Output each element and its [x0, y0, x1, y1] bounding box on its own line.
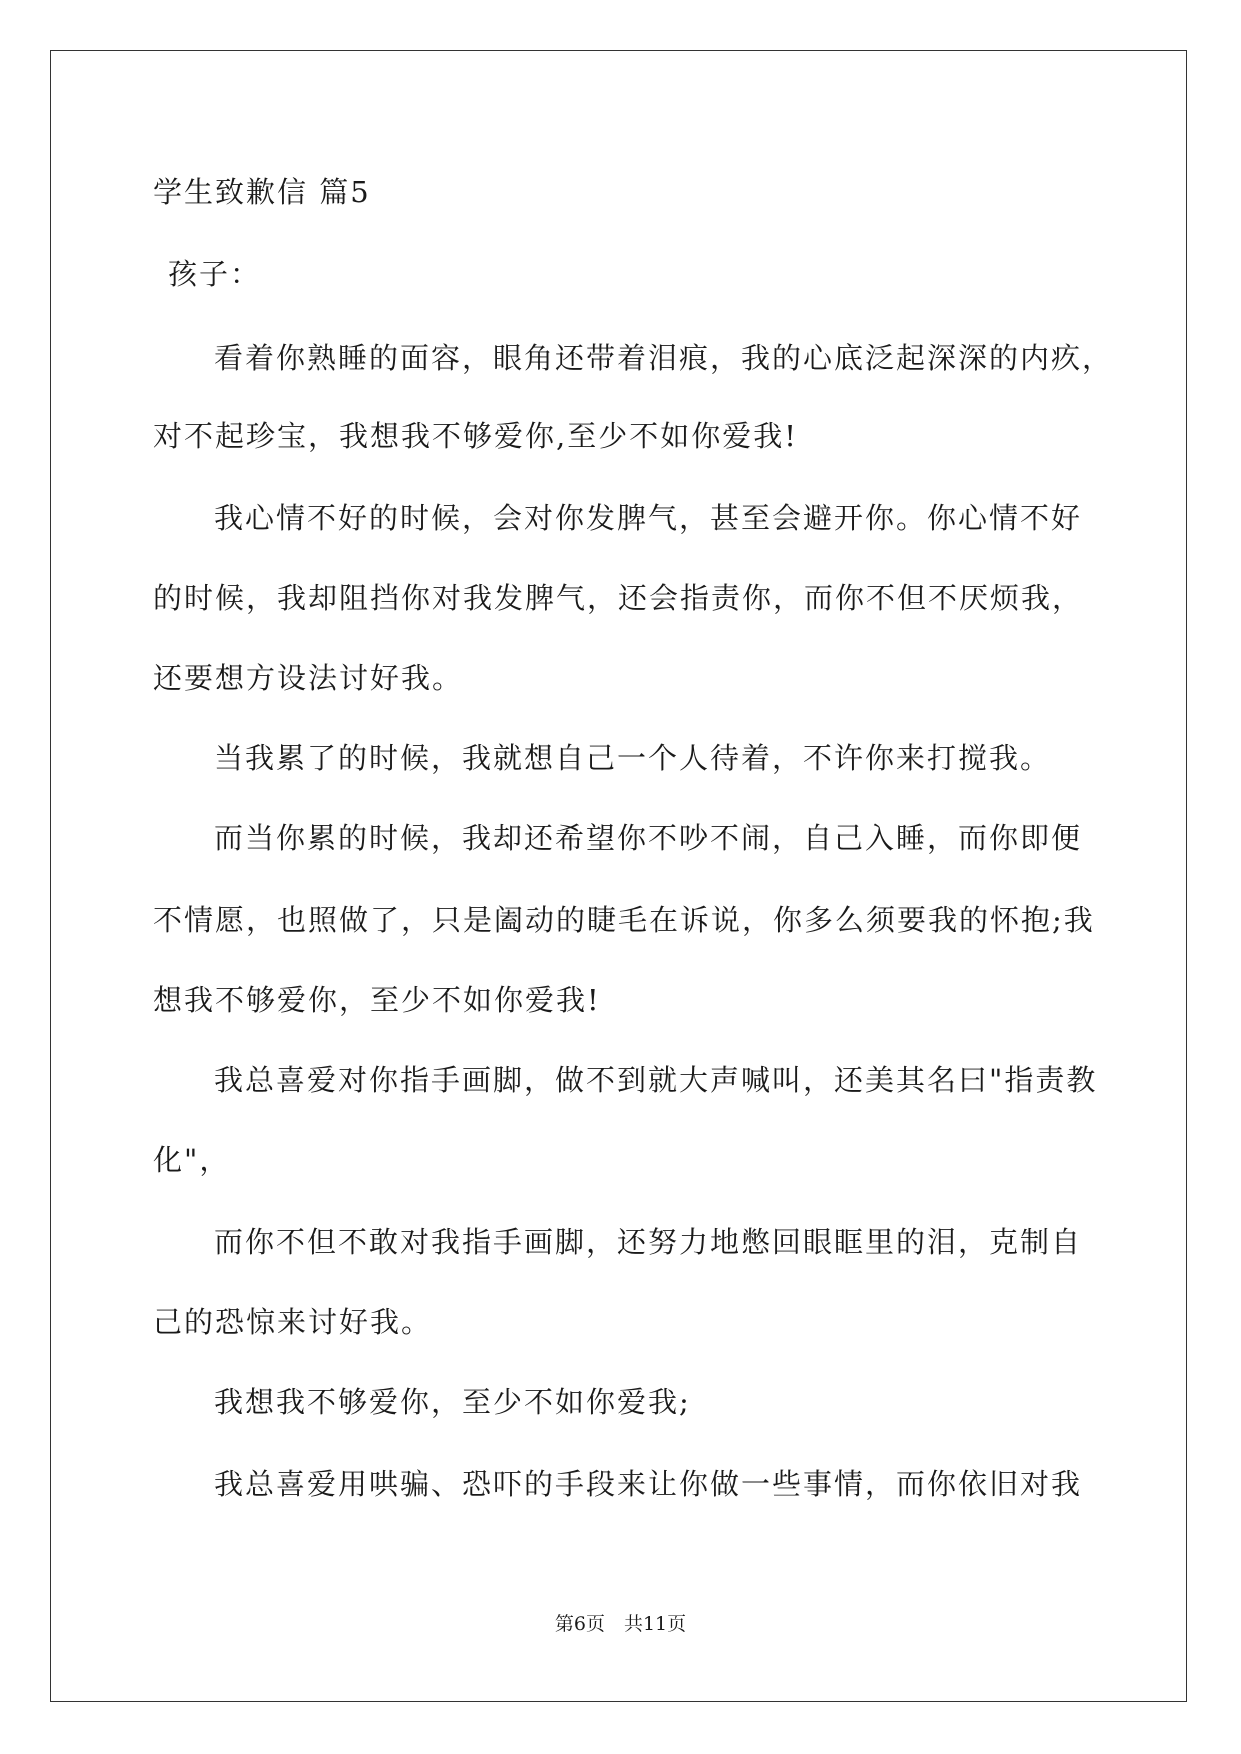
body-line: 己的恐惊来讨好我。: [153, 1305, 433, 1339]
body-line: 我总喜爱用哄骗、恐吓的手段来让你做一些事情，而你依旧对我: [214, 1467, 1083, 1501]
body-line: 的时候，我却阻挡你对我发脾气，还会指责你，而你不但不厌烦我，: [153, 581, 1084, 615]
page-number: 第6页 共11页: [554, 1613, 687, 1635]
body-line: 还要想方设法讨好我。: [153, 661, 464, 695]
body-line: 而当你累的时候，我却还希望你不吵不闹，自己入睡，而你即便: [214, 821, 1083, 855]
page-border: [50, 50, 1187, 1702]
body-line: 我想我不够爱你，至少不如你爱我;: [214, 1385, 691, 1419]
body-line: 看着你熟睡的面容，眼角还带着泪痕，我的心底泛起深深的内疚，: [214, 341, 1114, 375]
body-line: 我总喜爱对你指手画脚，做不到就大声喊叫，还美其名曰"指责教: [214, 1063, 1098, 1097]
body-line: 不情愿，也照做了，只是阖动的睫毛在诉说，你多么须要我的怀抱;我: [153, 903, 1095, 937]
body-line: 而你不但不敢对我指手画脚，还努力地憋回眼眶里的泪，克制自: [214, 1225, 1083, 1259]
body-line: 对不起珍宝，我想我不够爱你,至少不如你爱我!: [153, 419, 798, 453]
body-line: 想我不够爱你，至少不如你爱我!: [153, 983, 601, 1017]
body-line: 我心情不好的时候，会对你发脾气，甚至会避开你。你心情不好: [214, 501, 1083, 535]
body-line: 当我累了的时候，我就想自己一个人待着，不许你来打搅我。: [214, 741, 1052, 775]
salutation: 孩子：: [168, 257, 262, 291]
body-line: 化"，: [153, 1143, 231, 1177]
document-title: 学生致歉信 篇5: [153, 175, 371, 209]
